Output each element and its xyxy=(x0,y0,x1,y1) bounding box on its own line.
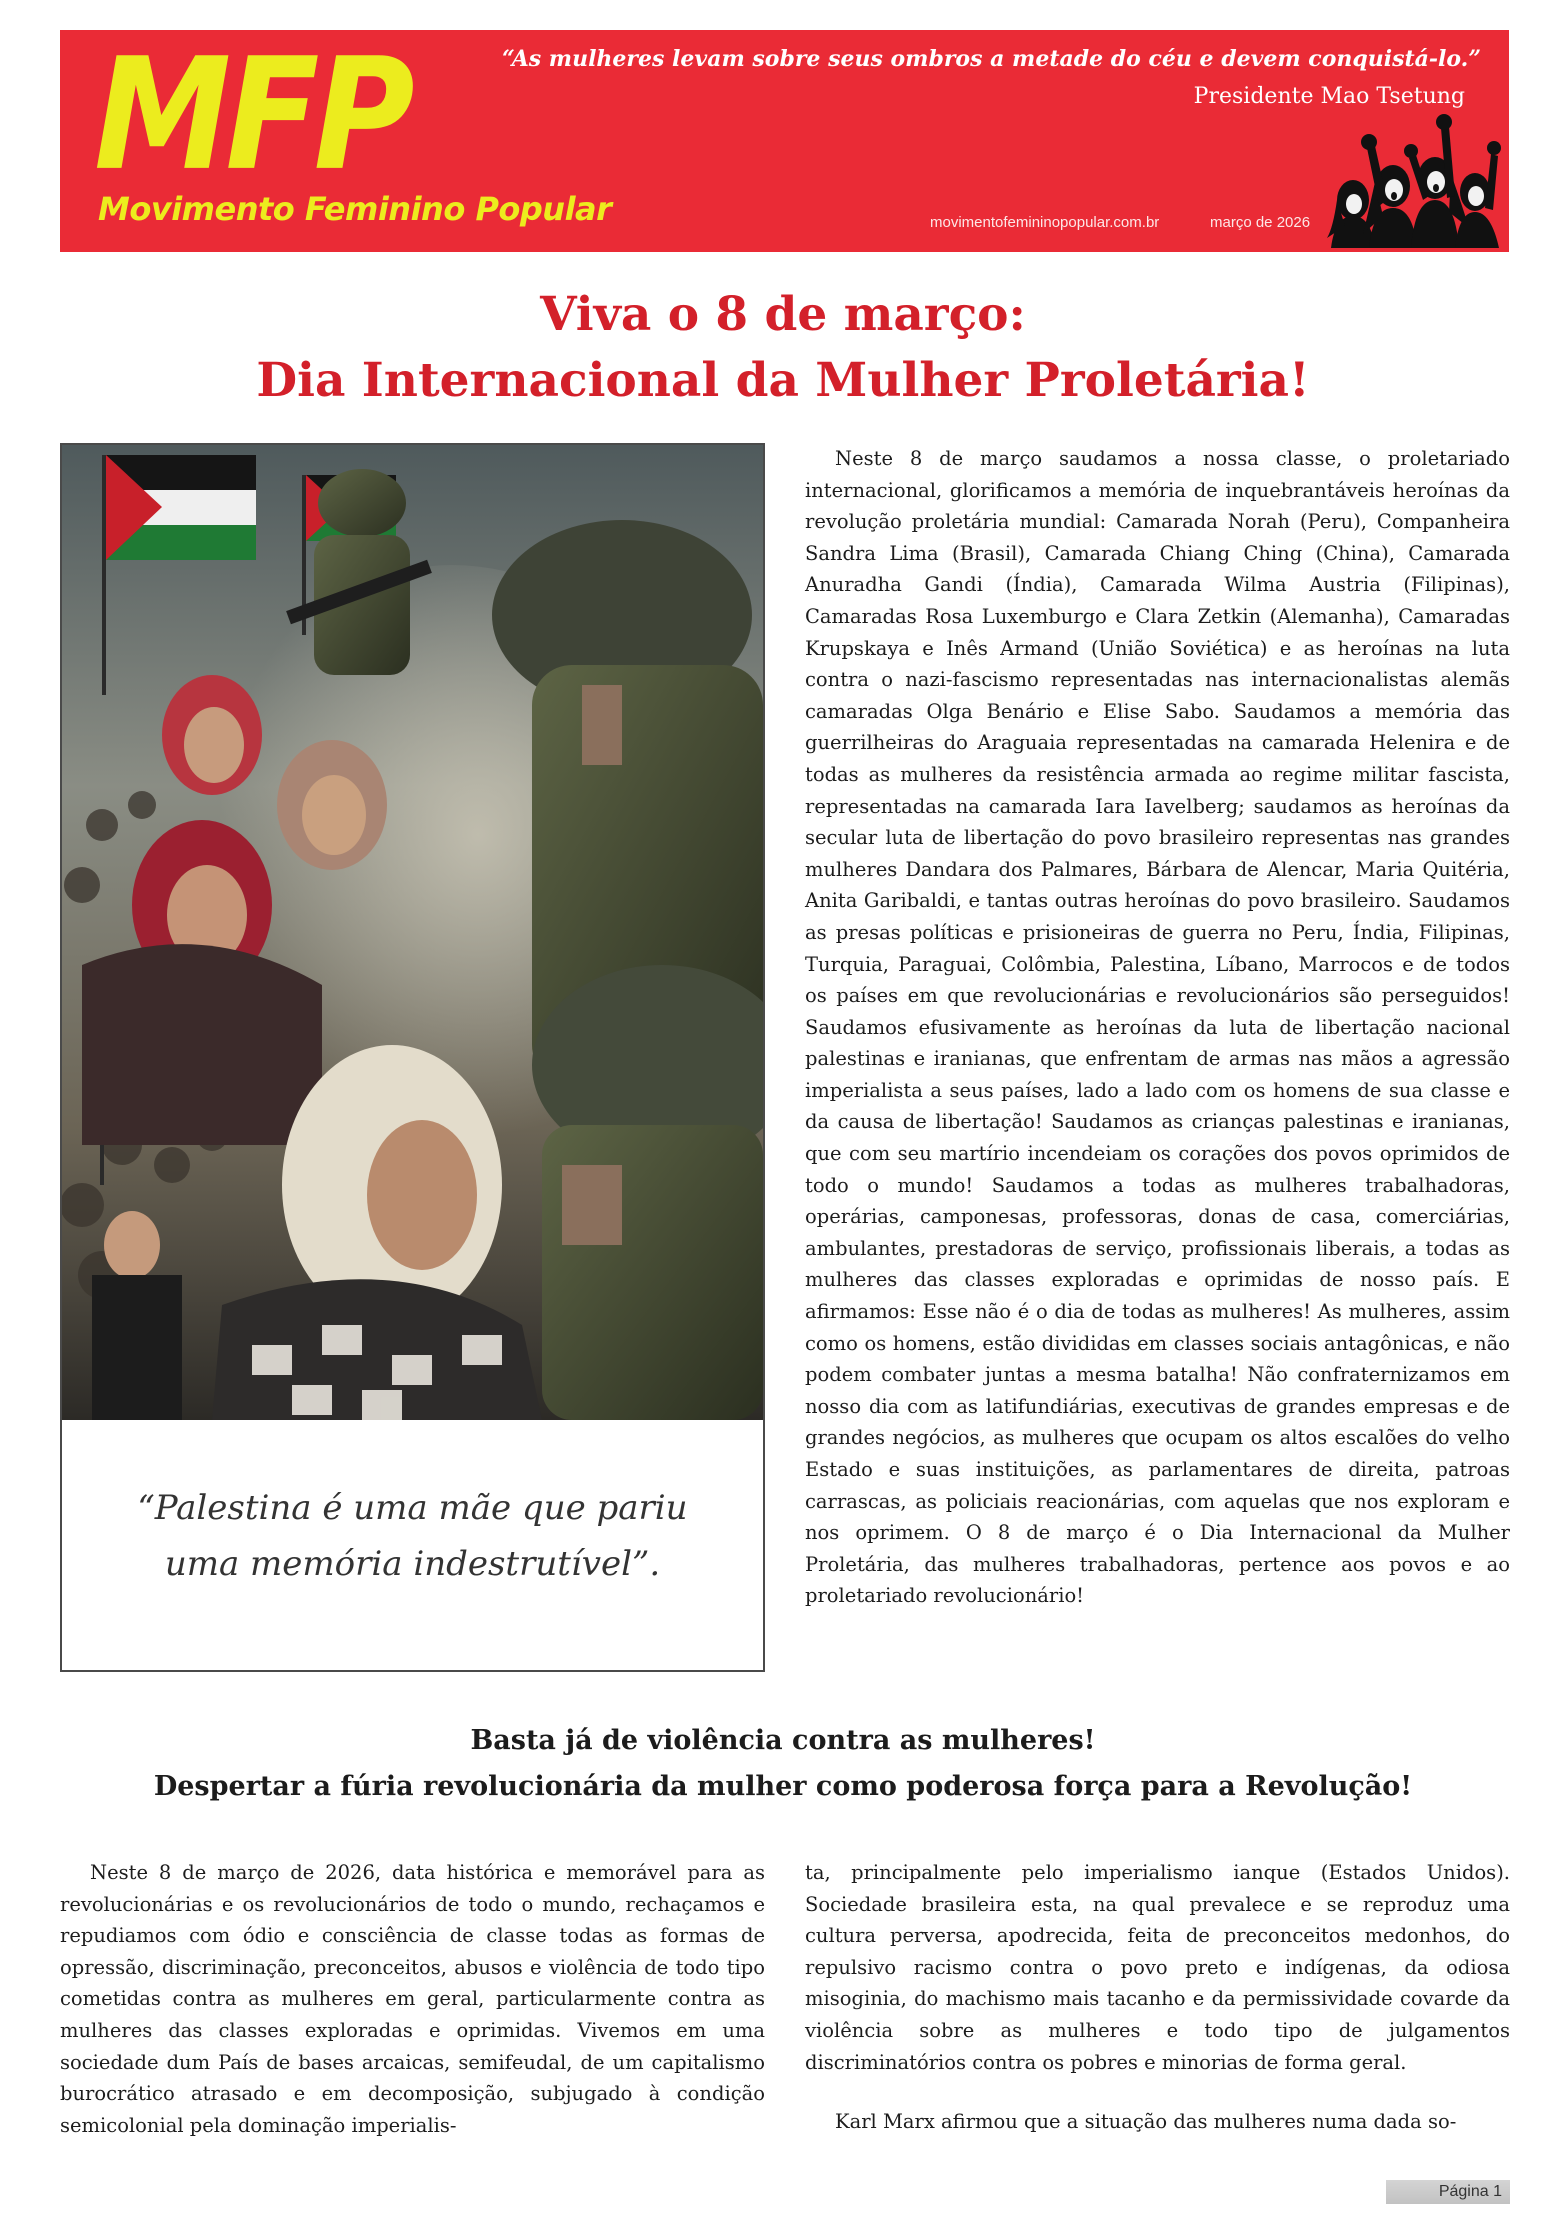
subheadline-line-2: Despertar a fúria revolucionária da mulher como poderosa força para a Revolução! xyxy=(153,1771,1413,1802)
main-article-paragraph: Neste 8 de março saudamos a nossa classe, o proletariado internacional, glorificamos a memória de inquebrantáveis heroínas da revolução proletária mundial: Camarada Norah (Peru), Companheira Sandra Lima (Brasil), Camarada Chiang Ching (China), Camarada Anuradha Gandi (Índia), Camarada Wilma Austria (Filipinas), Camaradas Rosa Luxemburgo e Clara Zetkin (Alemanha), Camaradas Krupskaya e Inês Armand (União Soviética) e as heroínas na luta contra o nazi-fascismo representadas nas internacionalistas alemãs camaradas Olga Benário e Elise Sabo. Saudamos a memória das guerrilheiras do Araguaia representadas na camarada Helenira e de todas as mulheres da resistência armada ao regime militar fascista, representadas na camarada Iara Iavelberg; saudamos as heroínas da secular luta de libertação do povo brasileiro representas nas grandes mulheres Dandara dos Palmares, Bárbara de Alencar, Maria Quitéria, Anita Garibaldi, e tantas outras heroínas do povo brasileiro. Saudamos as presas políticas e prisioneiras de guerra no Peru, Índia, Filipinas, Turquia, Paraguai, Colômbia, Palestina, Líbano, Marrocos e de todos os países em que revolucionárias e revolucionários são perseguidos! Saudamos efusivamente as heroínas da luta de libertação nacional palestinas e iranianas, que enfrentam de armas nas mãos a agressão imperialista a seus países, lado a lado com os homens de sua classe e da causa de libertação! Saudamos as crianças palestinas e iranianas, que com seu martírio incendeiam os corações dos povos oprimidos de todo o mundo! Saudamos a todas as mulheres trabalhadoras, operárias, camponesas, professoras, donas de casa, comerciárias, ambulantes, prestadoras de serviço, profissionais liberais, a todas as mulheres das classes exploradas e oprimidas de nosso país. E afirmamos: Esse não é o dia de todas as mulheres! As mulheres, assim como os homens, estão divididas em classes sociais antagônicas, e não podem combater juntas a mesma batalha! Não confraternizamos em nosso dia com as latifundiárias, executivas de grandes empresas e de grandes negócios, as mulheres que ocupam os altos escalões do velho Estado e suas instituições, as parlamentares de direita, patroas carrascas, as policiais reacionárias, com aquelas que nos exploram e nos oprimem. O 8 de março é o Dia Internacional da Mulher Proletária, das mulheres trabalhadoras, pertence aos povos e ao proletariado revolucionário! xyxy=(805,447,1510,1608)
headline-line-2: Dia Internacional da Mulher Proletária! xyxy=(256,353,1310,408)
mfp-logo: MFP xyxy=(94,24,409,205)
main-headline xyxy=(0,282,1566,414)
protest-photo xyxy=(62,445,763,1420)
issue-date: março de 2026 xyxy=(1210,214,1311,231)
raised-fists-women-illustration xyxy=(1323,108,1503,248)
website-link[interactable]: movimentofemininopopular.com.br xyxy=(930,214,1160,231)
main-article xyxy=(805,443,1510,1612)
page-number-tab: Página 1 xyxy=(1386,2180,1510,2204)
column-right-paragraph-2: Karl Marx afirmou que a situação das mulheres numa dada so- xyxy=(835,2110,1457,2134)
column-right-paragraph: ta, principalmente pelo imperialismo ianque (Estados Unidos). Sociedade brasileira esta, na qual prevalece e se reproduz uma cultura perversa, apodrecida, feita de preconceitos medonhos, do repulsivo racismo contra o povo preto e indígenas, da odiosa misoginia, do machismo mais tacanho e da permissividade covarde da violência sobre as mulheres e todo tipo de julgamentos discriminatórios contra os pobres e minorias de forma geral. xyxy=(805,1861,1510,2074)
organization-name: Movimento Feminino Popular xyxy=(98,190,612,228)
second-article-column-right xyxy=(805,1857,1510,2138)
headline-line-1: Viva o 8 de março: xyxy=(540,287,1026,342)
masthead-banner xyxy=(60,24,1509,252)
feature-photo-frame xyxy=(60,443,765,1672)
caption-line-2: uma memória indestrutível”. xyxy=(164,1544,661,1584)
caption-line-1: “Palestina é uma mãe que pariu xyxy=(137,1488,688,1528)
second-article-column-left xyxy=(60,1857,765,2141)
second-article-headline xyxy=(0,1718,1566,1810)
column-left-paragraph: Neste 8 de março de 2026, data histórica e memorável para as revolucionárias e os revolucionários de todo o mundo, rechaçamos e repudiamos com ódio e consciência de classe todas as formas de opressão, discriminação, preconceitos, abusos e violência de todo tipo cometidas contra as mulheres em geral, particularmente contra as mulheres das classes exploradas e oprimidas. Vivemos em uma sociedade dum País de bases arcaicas, semifeudal, de um capitalismo burocrático atrasado e em decomposição, subjugado à condição semicolonial pela dominação imperialis- xyxy=(60,1861,765,2137)
photo-caption xyxy=(62,1480,763,1592)
quote-author: Presidente Mao Tsetung xyxy=(1193,84,1465,109)
masthead-quote: “As mulheres levam sobre seus ombros a metade do céu e devem conquistá-lo.” xyxy=(502,46,1481,72)
subheadline-line-1: Basta já de violência contra as mulheres! xyxy=(470,1725,1096,1756)
